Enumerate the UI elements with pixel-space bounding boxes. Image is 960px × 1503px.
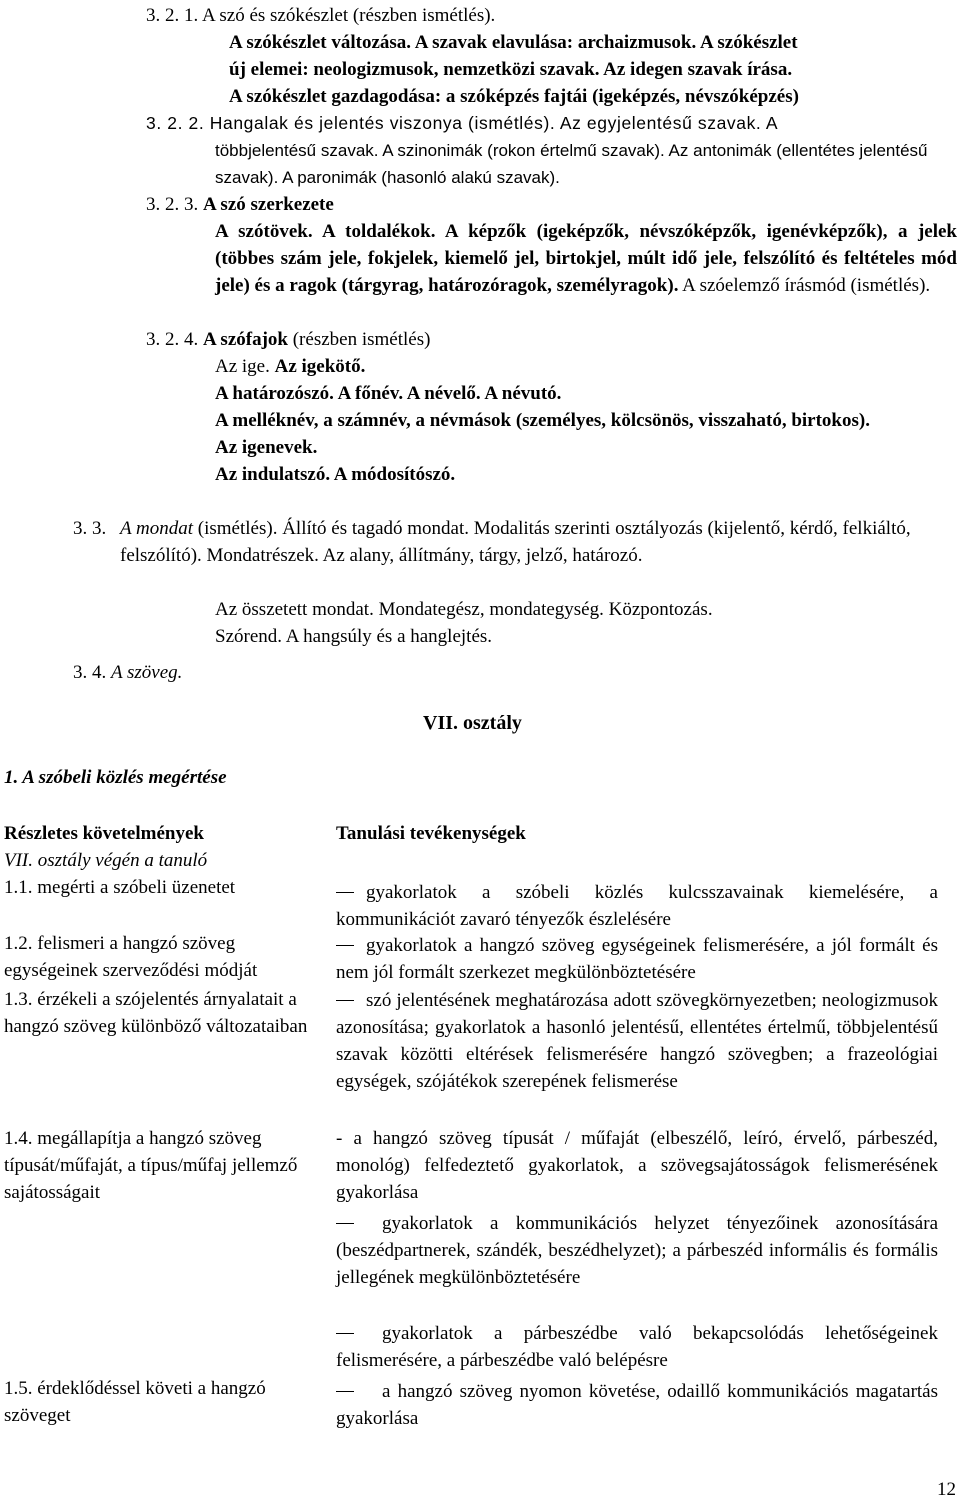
section-3-3-more: [215, 596, 955, 650]
body-line: új elemei: neologizmusok, nemzetközi szavak. Az idegen szavak írása.: [229, 59, 793, 80]
section-text: (ismétlés). Állító és tagadó mondat. Modalitás szerinti osztályozás (kijelentő, kérdő, felkiáltó, felszólító). Mondatrészek. Az alany, állítmány, tárgy, jelző, határozó.: [120, 518, 911, 566]
dash-bullet-icon: [336, 1000, 354, 1001]
section-title: A szó szerkezete: [203, 194, 334, 215]
activity-4: [336, 1125, 938, 1206]
body-normal: Az ige.: [215, 356, 275, 377]
col-header-requirements: Részletes követelmények: [4, 823, 204, 844]
body-line: A szókészlet változása. A szavak elavulása: archaizmusok. A szókészlet: [229, 32, 798, 53]
activity-3: [336, 987, 938, 1095]
col-header-activities: Tanulási tevékenységek: [336, 823, 526, 844]
body-bold: Az igekötő.: [274, 356, 366, 377]
dash-bullet-icon: [336, 892, 354, 893]
body-line: Az igenevek.: [215, 437, 318, 458]
requirement-1-1: 1.1. megérti a szóbeli üzenetet: [4, 877, 236, 898]
activity-text: gyakorlatok a kommunikációs helyzet tényezőinek azonosítására (beszédpartnerek, szándék, beszédhelyzet); a párbeszéd informális és formális jellegének megkülönböztetésére: [336, 1213, 938, 1288]
activity-text: - a hangzó szöveg típusát / műfaját (elbeszélő, leíró, érvelő, párbeszéd, monológ) felfedeztető gyakorlatok, a szövegsajátosságok felismerésének gyakorlása: [336, 1128, 938, 1203]
section-title: A szófajok: [203, 329, 288, 350]
requirement-1-3: 1.3. érzékeli a szójelentés árnyalatait a hangzó szöveg különböző változataiban: [4, 989, 308, 1037]
section-3-2-1: [146, 2, 946, 29]
section-number: 3. 2. 4.: [146, 329, 199, 350]
section-3-2-4: [146, 326, 946, 353]
body-line: A szókészlet gazdagodása: a szóképzés fajtái (igeképzés, névszóképzés): [229, 86, 799, 107]
dash-bullet-icon: [336, 945, 354, 946]
page-number: 12: [937, 1479, 956, 1500]
body-line: Az összetett mondat. Mondategész, mondategység. Központozás.: [215, 599, 713, 620]
section-title: A szöveg.: [111, 662, 183, 683]
section-3-2-2: [146, 110, 946, 137]
section-3-2-4-body: [215, 353, 957, 488]
dash-bullet-icon: [336, 1333, 354, 1334]
activity-1: [336, 879, 938, 933]
activity-text: gyakorlatok a szóbeli közlés kulcsszavainak kiemelésére, a kommunikációt zavaró tényezők észlelésére: [336, 882, 938, 930]
section-3-4: [73, 659, 473, 686]
section-number: 3. 4.: [73, 662, 107, 683]
section-3-2-1-body: [229, 29, 949, 110]
section-3-2-2-body: [215, 137, 960, 191]
grade-heading: VII. osztály: [423, 712, 522, 734]
requirement-1-2: 1.2. felismeri a hangzó szöveg egységeinek szerveződési módját: [4, 933, 258, 981]
section-3-2-3: [146, 191, 946, 218]
activity-text: gyakorlatok a párbeszédbe való bekapcsolódás lehetőségeinek felismerésére, a párbeszédbe való belépésre: [336, 1323, 938, 1371]
activity-7: [336, 1378, 938, 1432]
body-line: A határozószó. A főnév. A névelő. A névutó.: [215, 383, 562, 404]
section-number: 3. 2. 1.: [146, 5, 199, 26]
section-number: 3. 2. 2.: [146, 113, 205, 133]
requirement-1-4: 1.4. megállapítja a hangzó szöveg típusát/műfaját, a típus/műfaj jellemző sajátosságait: [4, 1128, 298, 1203]
activity-2: [336, 932, 938, 986]
section-3-2-3-body: [215, 218, 957, 299]
body-line: A melléknév, a számnév, a névmások (személyes, kölcsönös, visszaható, birtokos).: [215, 410, 870, 431]
activity-text: a hangzó szöveg nyomon követése, odaillő kommunikációs magatartás gyakorlása: [336, 1381, 938, 1429]
section-number: 3. 2. 3.: [146, 194, 199, 215]
body-normal: A szóelemző írásmód (ismétlés).: [678, 275, 931, 296]
competence-title: 1. A szóbeli közlés megértése: [4, 767, 227, 788]
dash-bullet-icon: [336, 1391, 354, 1392]
body-text: többjelentésű szavak. A szinonimák (rokon értelmű szavak). Az antonimák (ellentétes jelentésű szavak). A paronimák (hasonló alakú szavak).: [215, 141, 928, 187]
activity-text: szó jelentésének meghatározása adott szövegkörnyezetben; neologizmusok azonosítása; gyakorlatok a hasonló jelentésű, ellentétes értelmű, többjelentésű szavak közötti eltérések felismerésére hangzó szövegben; a frazeológiai egységek, szójátékok szerepének felismerése: [336, 990, 938, 1092]
table-subhead: VII. osztály végén a tanuló: [4, 850, 208, 871]
activity-text: gyakorlatok a hangzó szöveg egységeinek felismerésére, a jól formált és nem jól formált szerkezet megkülönböztetésére: [336, 935, 938, 983]
dash-bullet-icon: [336, 1223, 354, 1224]
activity-6: [336, 1320, 938, 1374]
activity-5: [336, 1210, 938, 1291]
section-number: 3. 3.: [73, 518, 107, 539]
body-line: Szórend. A hangsúly és a hanglejtés.: [215, 626, 493, 647]
section-text: Hangalak és jelentés viszonya (ismétlés). Az egyjelentésű szavak. A: [209, 113, 779, 133]
body-line: Az indulatszó. A módosítószó.: [215, 464, 456, 485]
requirement-1-5: 1.5. érdeklődéssel követi a hangzó szöveget: [4, 1378, 266, 1426]
section-title-note: (részben ismétlés): [287, 329, 431, 350]
section-title: A szó és szókészlet (részben ismétlés).: [201, 5, 496, 26]
body-bold: A szótövek. A toldalékok. A képzők (igeképzők, névszóképzők, igenévképzők), a jelek (többes szám jele, fokjelek, kiemelő jel, birtokjel, múlt idő jele, felszólító és feltételes mód jele) és a ragok (tárgyrag, határozóragok, személyragok).: [215, 221, 957, 296]
section-3-3-body: [120, 515, 960, 569]
section-title: A mondat: [120, 518, 194, 539]
